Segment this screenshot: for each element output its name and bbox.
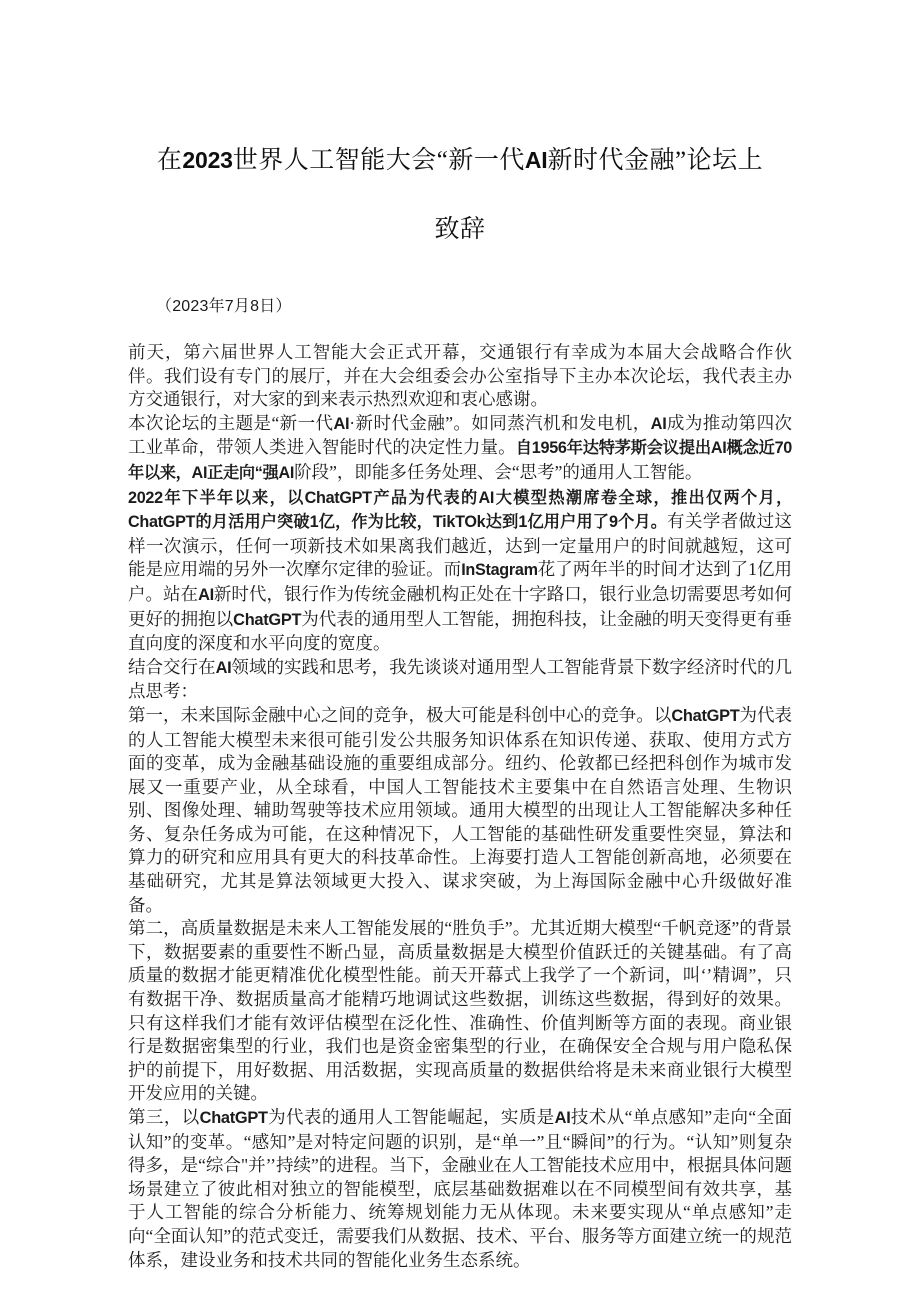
p2-seg-ai-2: AI bbox=[650, 414, 667, 433]
p4-seg-ai: AI bbox=[215, 658, 232, 677]
p7-seg-e: 技术从“单点感知”走向“全面认知”的变革。“感知”是对特定问题的识别，是“单一”且“瞬间”的行为。“认知”则复杂得多，是“综合"并’’持续”的进程。当下，金融业在人工智能技术应用中，根据具体问题场景建立了彼此相对独立的智能模型，底层基础数据难以在不同模型间有效共享，基于人工智能的综合分析能力、统筹规划能力无从体现。未来要实现从“单点感知”走向“全面认知”的范式变迁，需要我们从数据、技术、平台、服务等方面建立统一的规范体系，建设业务和技术共同的智能化业务生态系统。 bbox=[128, 1107, 793, 1270]
p4-seg-a: 结合交行在 bbox=[128, 656, 216, 677]
page-title-line-2: 致辞 bbox=[434, 216, 486, 243]
p2-seg-a: 本次论坛的主题是“新一代 bbox=[128, 412, 334, 433]
title-segment-year: 2023 bbox=[182, 147, 233, 173]
document-date: （2023年7月8日） bbox=[156, 298, 292, 315]
p2-seg-e: 成为推动第四次工业革命，带领人类进入智能时代的决定性力量。 bbox=[128, 412, 793, 458]
p3-seg-chatgpt-stats: 2022年下半年以来，以ChatGPT产品为代表的AI大模型热潮席卷全球，推出仅两个月，ChatGPT的月活用户突破1亿，作为比较，TikTOk达到1亿用户用了9个月。 bbox=[128, 488, 792, 532]
p3-seg-d: 花了两年半的时间才达到了1亿用户。站在 bbox=[128, 559, 793, 604]
paragraph-7 bbox=[128, 1106, 792, 1272]
page-title-line-1 bbox=[128, 0, 792, 178]
paragraph-3 bbox=[128, 486, 792, 656]
p3-seg-ai: AI bbox=[198, 585, 214, 604]
paragraph-5 bbox=[128, 704, 792, 917]
paragraph-6: 第二，高质量数据是未来人工智能发展的“胜负手”。尤其近期大模型“千帆竞逐”的背景下，数据要素的重要性不断凸显，高质量数据是大模型价值跃迁的关键基础。有了高质量的数据才能更精准优化模型性能。前天开幕式上我学了一个新词，叫‘’精调”，只有数据干净、数据质量高才能精巧地调试这些数据，训练这些数据，得到好的效果。只有这样我们才能有效评估模型在泛化性、准确性、价值判断等方面的表现。商业银行是数据密集型的行业，我们也是资金密集型的行业，在确保安全合规与用户隐私保护的前提下，用好数据、用活数据，实现高质量的数据供给将是未来商业银行大模型开发应用的关键。 bbox=[128, 918, 792, 1104]
p5-seg-chatgpt: ChatGPT bbox=[671, 706, 740, 725]
p7-seg-c: 为代表的通用人工智能崛起，实质是 bbox=[267, 1107, 555, 1127]
p2-seg-dartmouth: 自1956年达特茅斯会议提出AI概念近70年以来，AI正走向“强AI bbox=[128, 439, 793, 482]
p4-seg-c: 领域的实践和思考，我先谈谈对通用型人工智能背景下数字经济时代的几点思考： bbox=[128, 656, 793, 702]
p2-seg-ai-1: AI bbox=[333, 414, 350, 433]
p7-seg-a: 第三，以 bbox=[128, 1107, 200, 1127]
paragraph-4 bbox=[128, 656, 792, 704]
p3-seg-f: 新时代，银行作为传统金融机构正处在十字路口，银行业急切需要思考如何更好的拥抱以 bbox=[128, 583, 792, 629]
p5-seg-a: 第一，未来国际金融中心之间的竞争，极大可能是科创中心的竞争。以 bbox=[128, 704, 672, 725]
document-content bbox=[128, 0, 792, 1272]
p7-seg-chatgpt: ChatGPT bbox=[199, 1109, 268, 1127]
p3-seg-h: 为代表的通用型人工智能，拥抱科技，让金融的明天变得更有垂直向度的深度和水平向度的宽度。 bbox=[128, 608, 792, 654]
document-body bbox=[128, 319, 792, 1272]
title-segment-prefix: 在 bbox=[156, 147, 183, 174]
p3-seg-chatgpt: ChatGPT bbox=[233, 610, 302, 629]
p7-seg-ai: AI bbox=[554, 1109, 571, 1127]
paragraph-2 bbox=[128, 412, 792, 486]
title-segment-suffix: 新时代金融”论坛上 bbox=[547, 147, 764, 174]
title-segment-middle: 世界人工智能大会“新一代 bbox=[232, 147, 525, 174]
p2-seg-g: 阶段”，即能多任务处理、会“思考”的通用人工智能。 bbox=[294, 461, 703, 482]
p5-seg-c: 为代表的人工智能大模型未来很可能引发公共服务知识体系在知识传递、获取、使用方式方面的变革，成为金融基础设施的重要组成部分。纽约、伦敦都已经把科创作为城市发展又一重要产业，从全球看，中国人工智能技术主要集中在自然语言处理、生物识别、图像处理、辅助驾驶等技术应用领域。通用大模型的出现让人工智能解决多种任务、复杂任务成为可能，在这种情况下，人工智能的基础性研发重要性突显，算法和算力的研究和应用具有更大的科技革命性。上海要打造人工智能创新高地，必须要在基础研究，尤其是算法领域更大投入、谋求突破，为上海国际金融中心升级做好准备。 bbox=[128, 704, 793, 915]
title-segment-ai: AI bbox=[524, 147, 548, 173]
p2-seg-c: ·新时代金融”。如同蒸汽机和发电机， bbox=[349, 412, 651, 433]
p3-seg-instagram: InStagram bbox=[461, 561, 538, 580]
p3-seg-b: 有关学者做过这样一次演示，任何一项新技术如果离我们越近，达到一定量用户的时间就越短，这可能是应用端的另外一次摩尔定律的验证。而 bbox=[128, 511, 792, 580]
paragraph-1: 前天，第六届世界人工智能大会正式开幕，交通银行有幸成为本届大会战略合作伙伴。我们设有专门的展厅，并在大会组委会办公室指导下主办本次论坛，我代表主办方交通银行，对大家的到来表示热烈欢迎和衷心感谢。 bbox=[128, 342, 792, 410]
